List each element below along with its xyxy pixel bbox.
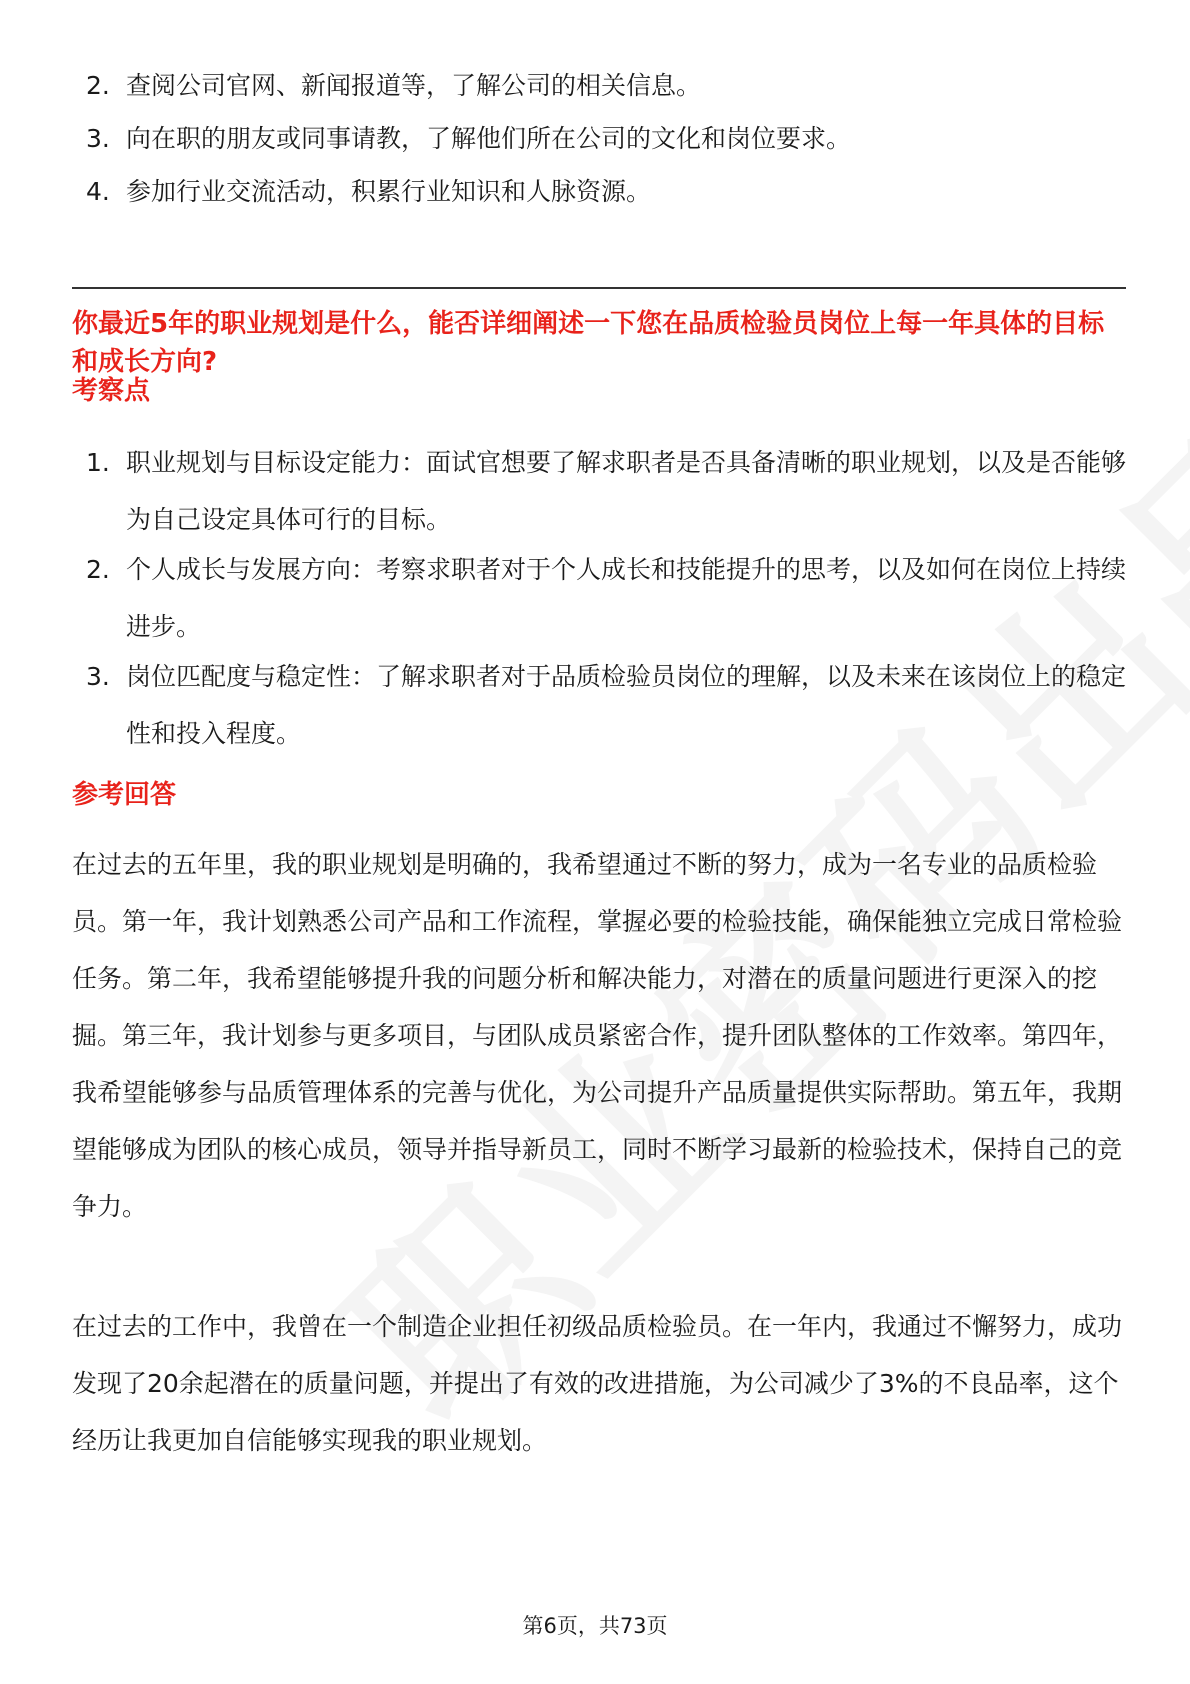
list-item: [86, 163, 1126, 220]
list-item: [86, 541, 1126, 655]
list-text: 岗位匹配度与稳定性：了解求职者对于品质检验员岗位的理解，以及未来在该岗位上的稳定性和投入程度。: [126, 662, 1127, 748]
list-number: 2.: [86, 555, 110, 584]
reference-answer-title: 参考回答: [72, 780, 177, 810]
list-item: [86, 648, 1126, 762]
list-text: 向在职的朋友或同事请教，了解他们所在公司的文化和岗位要求。: [126, 124, 852, 153]
list-number: 2.: [86, 71, 110, 100]
list-number: 4.: [86, 177, 110, 206]
list-number: 1.: [86, 448, 110, 477]
list-item: [86, 434, 1126, 548]
list-text: 参加行业交流活动，积累行业知识和人脉资源。: [126, 177, 652, 206]
inspection-points-title: 考察点: [72, 376, 151, 406]
list-text: 职业规划与目标设定能力：面试官想要了解求职者是否具备清晰的职业规划，以及是否能够为自己设定具体可行的目标。: [126, 448, 1127, 534]
section-divider: [72, 287, 1126, 289]
list-item: [86, 57, 1126, 114]
answer-paragraph: 在过去的工作中，我曾在一个制造企业担任初级品质检验员。在一年内，我通过不懈努力，成功发现了20余起潜在的质量问题，并提出了有效的改进措施，为公司减少了3%的不良品率，这个经历让我更加自信能够实现我的职业规划。: [72, 1312, 1123, 1455]
list-item: [86, 110, 1126, 167]
page-footer: 第6页，共73页: [522, 1614, 668, 1638]
list-number: 3.: [86, 124, 110, 153]
list-text: 查阅公司官网、新闻报道等，了解公司的相关信息。: [126, 71, 702, 100]
answer-paragraph: 在过去的五年里，我的职业规划是明确的，我希望通过不断的努力，成为一名专业的品质检验员。第一年，我计划熟悉公司产品和工作流程，掌握必要的检验技能，确保能独立完成日常检验任务。第二年，我希望能够提升我的问题分析和解决能力，对潜在的质量问题进行更深入的挖掘。第三年，我计划参与更多项目，与团队成员紧密合作，提升团队整体的工作效率。第四年，我希望能够参与品质管理体系的完善与优化，为公司提升产品质量提供实际帮助。第五年，我期望能够成为团队的核心成员，领导并指导新员工，同时不断学习最新的检验技术，保持自己的竞争力。: [72, 850, 1123, 1221]
question-heading: 你最近5年的职业规划是什么，能否详细阐述一下您在品质检验员岗位上每一年具体的目标和成长方向?: [72, 309, 1105, 377]
list-text: 个人成长与发展方向：考察求职者对于个人成长和技能提升的思考，以及如何在岗位上持续进步。: [126, 555, 1127, 641]
list-number: 3.: [86, 662, 110, 691]
